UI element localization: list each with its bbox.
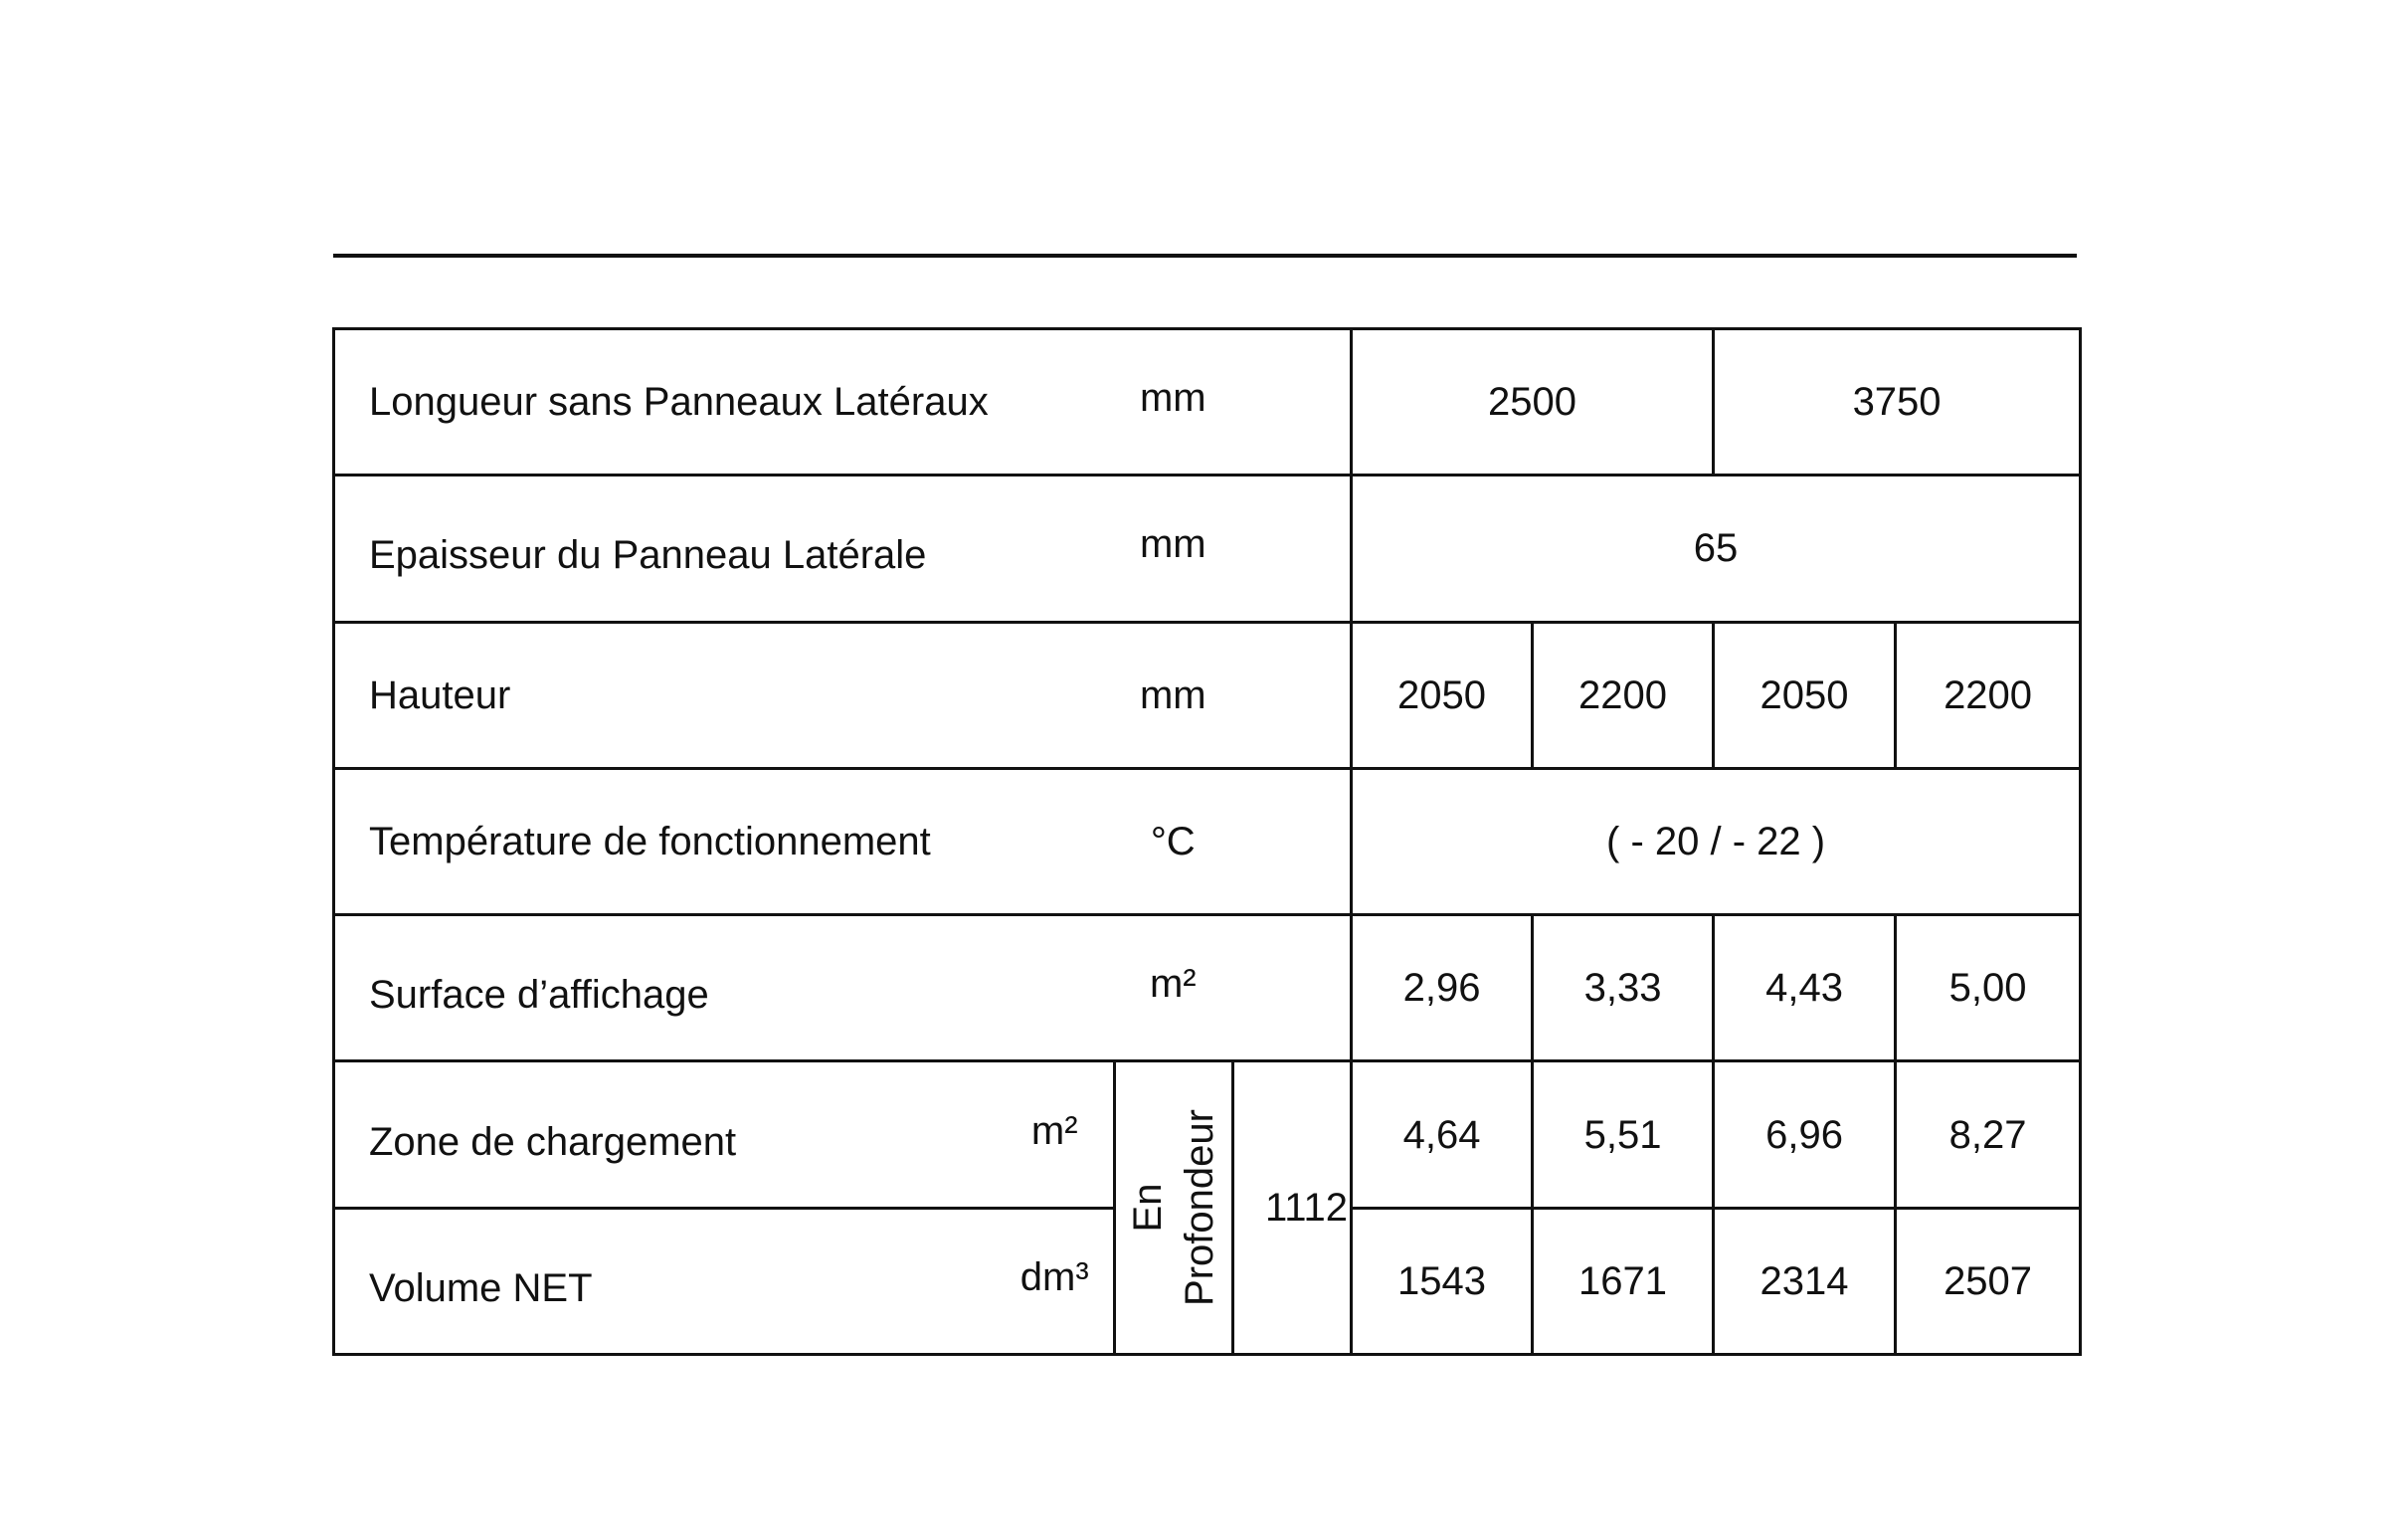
depth-label-line-2: Profondeur [1178, 1109, 1221, 1307]
temperature-unit: °C [997, 768, 1352, 914]
net-volume-value-3: 2314 [1714, 1208, 1896, 1354]
height-value-1: 2050 [1352, 622, 1533, 768]
height-value-4: 2200 [1896, 622, 2081, 768]
display-surface-unit: m² [997, 915, 1352, 1061]
thickness-label: Epaisseur du Panneau Latérale [334, 476, 997, 622]
display-surface-value-2: 3,33 [1533, 915, 1714, 1061]
display-surface-value-1: 2,96 [1352, 915, 1533, 1061]
net-volume-label: Volume NET [334, 1208, 997, 1354]
loading-zone-value-1: 4,64 [1352, 1061, 1533, 1208]
temperature-label: Température de fonctionnement [334, 768, 997, 914]
loading-zone-unit: m² [997, 1061, 1115, 1208]
height-value-3: 2050 [1714, 622, 1896, 768]
net-volume-value-1: 1543 [1352, 1208, 1533, 1354]
length-value-1: 2500 [1352, 329, 1714, 476]
thickness-value: 65 [1352, 476, 2081, 622]
net-volume-value-4: 2507 [1896, 1208, 2081, 1354]
display-surface-value-4: 5,00 [1896, 915, 2081, 1061]
loading-zone-value-3: 6,96 [1714, 1061, 1896, 1208]
depth-label-cell [1115, 1061, 1233, 1355]
display-surface-value-3: 4,43 [1714, 915, 1896, 1061]
row-display-surface [334, 915, 2081, 1061]
loading-zone-label: Zone de chargement [334, 1061, 997, 1208]
height-label: Hauteur [334, 622, 997, 768]
top-rule [333, 254, 2077, 258]
spec-table [332, 327, 2082, 1356]
depth-value: 1112 [1233, 1061, 1352, 1355]
row-temperature [334, 768, 2081, 914]
length-value-2: 3750 [1714, 329, 2081, 476]
thickness-unit: mm [997, 476, 1352, 622]
loading-zone-value-4: 8,27 [1896, 1061, 2081, 1208]
depth-label-line-1: En [1126, 1183, 1170, 1233]
display-surface-label: Surface d’affichage [334, 915, 997, 1061]
row-length [334, 329, 2081, 476]
temperature-value: ( - 20 / - 22 ) [1352, 768, 2081, 914]
loading-zone-value-2: 5,51 [1533, 1061, 1714, 1208]
net-volume-unit: dm³ [997, 1208, 1115, 1354]
height-value-2: 2200 [1533, 622, 1714, 768]
net-volume-value-2: 1671 [1533, 1208, 1714, 1354]
depth-label [1122, 1109, 1225, 1306]
row-loading-zone [334, 1061, 2081, 1208]
height-unit: mm [997, 622, 1352, 768]
row-thickness [334, 476, 2081, 622]
row-height [334, 622, 2081, 768]
length-label: Longueur sans Panneaux Latéraux [334, 329, 997, 476]
length-unit: mm [997, 329, 1352, 476]
